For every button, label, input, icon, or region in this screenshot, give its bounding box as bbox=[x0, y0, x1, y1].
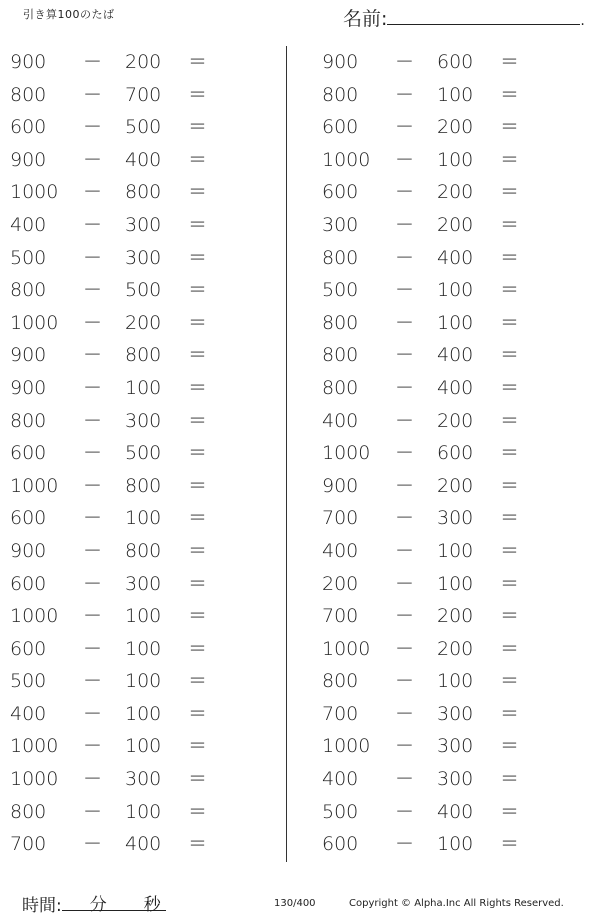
minus-operator: － bbox=[395, 279, 415, 302]
equals-sign: ＝ bbox=[188, 148, 208, 171]
problem-row bbox=[0, 405, 280, 438]
minuend: 700 bbox=[322, 702, 359, 725]
minuend: 1000 bbox=[322, 442, 371, 465]
problem-row bbox=[0, 372, 280, 405]
problem-row bbox=[312, 796, 592, 829]
minus-operator: － bbox=[83, 735, 103, 758]
minuend: 600 bbox=[322, 181, 359, 204]
equals-sign: ＝ bbox=[500, 409, 520, 432]
problem-row bbox=[0, 535, 280, 568]
problem-row bbox=[312, 568, 592, 601]
minus-operator: － bbox=[395, 181, 415, 204]
subtrahend: 200 bbox=[437, 637, 474, 660]
minus-operator: － bbox=[395, 670, 415, 693]
problem-row bbox=[0, 470, 280, 503]
problem-row bbox=[312, 372, 592, 405]
minus-operator: － bbox=[83, 539, 103, 562]
equals-sign: ＝ bbox=[500, 116, 520, 139]
problem-row bbox=[0, 568, 280, 601]
subtrahend: 100 bbox=[125, 670, 162, 693]
minus-operator: － bbox=[83, 83, 103, 106]
subtrahend: 200 bbox=[437, 605, 474, 628]
name-dot: . bbox=[580, 13, 585, 29]
minuend: 600 bbox=[322, 116, 359, 139]
minus-operator: － bbox=[395, 539, 415, 562]
minuend: 900 bbox=[10, 344, 47, 367]
problem-row bbox=[312, 176, 592, 209]
problem-row bbox=[0, 242, 280, 275]
equals-sign: ＝ bbox=[500, 768, 520, 791]
subtrahend: 100 bbox=[125, 637, 162, 660]
subtrahend: 300 bbox=[437, 702, 474, 725]
subtrahend: 200 bbox=[125, 311, 162, 334]
problem-row bbox=[312, 763, 592, 796]
name-field bbox=[343, 4, 585, 31]
minus-operator: － bbox=[83, 442, 103, 465]
subtrahend: 500 bbox=[125, 279, 162, 302]
subtrahend: 100 bbox=[437, 148, 474, 171]
minus-operator: － bbox=[83, 702, 103, 725]
minuend: 200 bbox=[322, 572, 359, 595]
minuend: 700 bbox=[322, 507, 359, 530]
equals-sign: ＝ bbox=[188, 833, 208, 856]
equals-sign: ＝ bbox=[500, 605, 520, 628]
equals-sign: ＝ bbox=[188, 442, 208, 465]
subtrahend: 100 bbox=[437, 572, 474, 595]
equals-sign: ＝ bbox=[500, 279, 520, 302]
minus-operator: － bbox=[395, 572, 415, 595]
page-number: 130/400 bbox=[274, 898, 316, 909]
minus-operator: － bbox=[83, 768, 103, 791]
equals-sign: ＝ bbox=[500, 181, 520, 204]
column-divider bbox=[286, 46, 287, 862]
minuend: 1000 bbox=[10, 474, 59, 497]
subtrahend: 200 bbox=[125, 51, 162, 73]
minus-operator: － bbox=[83, 376, 103, 399]
problem-column-left bbox=[0, 46, 280, 861]
minus-operator: － bbox=[395, 376, 415, 399]
equals-sign: ＝ bbox=[500, 800, 520, 823]
problem-row bbox=[0, 339, 280, 372]
time-blank-line bbox=[62, 890, 166, 915]
minus-operator: － bbox=[395, 246, 415, 269]
minus-operator: － bbox=[395, 442, 415, 465]
problem-row bbox=[312, 405, 592, 438]
equals-sign: ＝ bbox=[500, 507, 520, 530]
minus-operator: － bbox=[395, 213, 415, 236]
problem-row bbox=[0, 633, 280, 666]
problem-row bbox=[312, 437, 592, 470]
equals-sign: ＝ bbox=[188, 474, 208, 497]
minuend: 600 bbox=[10, 116, 47, 139]
minuend: 400 bbox=[322, 539, 359, 562]
minus-operator: － bbox=[83, 51, 103, 73]
minus-operator: － bbox=[83, 148, 103, 171]
subtrahend: 400 bbox=[437, 344, 474, 367]
minus-operator: － bbox=[83, 116, 103, 139]
equals-sign: ＝ bbox=[188, 735, 208, 758]
problem-row bbox=[312, 339, 592, 372]
minuend: 700 bbox=[322, 605, 359, 628]
equals-sign: ＝ bbox=[188, 376, 208, 399]
problem-row bbox=[0, 209, 280, 242]
minuend: 500 bbox=[10, 670, 47, 693]
problem-row bbox=[0, 665, 280, 698]
minuend: 900 bbox=[322, 51, 359, 73]
minuend: 600 bbox=[10, 442, 47, 465]
problem-row bbox=[312, 470, 592, 503]
minus-operator: － bbox=[395, 474, 415, 497]
time-field bbox=[22, 890, 166, 916]
minuend: 1000 bbox=[10, 181, 59, 204]
minus-operator: － bbox=[83, 572, 103, 595]
problem-row bbox=[0, 46, 280, 79]
minus-operator: － bbox=[83, 474, 103, 497]
subtrahend: 200 bbox=[437, 474, 474, 497]
minus-operator: － bbox=[395, 148, 415, 171]
minus-operator: － bbox=[395, 833, 415, 856]
minuend: 400 bbox=[322, 409, 359, 432]
minus-operator: － bbox=[395, 311, 415, 334]
subtrahend: 400 bbox=[125, 833, 162, 856]
problem-row bbox=[312, 730, 592, 763]
subtrahend: 100 bbox=[125, 376, 162, 399]
problem-row bbox=[312, 46, 592, 79]
subtrahend: 800 bbox=[125, 344, 162, 367]
minuend: 1000 bbox=[322, 735, 371, 758]
minuend: 400 bbox=[10, 702, 47, 725]
minuend: 800 bbox=[322, 670, 359, 693]
problem-row bbox=[312, 633, 592, 666]
minuend: 800 bbox=[322, 376, 359, 399]
copyright-notice: Copyright © Alpha.Inc All Rights Reserved. bbox=[349, 898, 564, 909]
time-label: 時間: bbox=[22, 896, 62, 916]
minuend: 1000 bbox=[10, 735, 59, 758]
problem-row bbox=[312, 502, 592, 535]
subtrahend: 600 bbox=[437, 51, 474, 73]
minuend: 600 bbox=[10, 637, 47, 660]
subtrahend: 400 bbox=[437, 376, 474, 399]
minus-operator: － bbox=[83, 637, 103, 660]
minuend: 400 bbox=[10, 213, 47, 236]
minus-operator: － bbox=[395, 605, 415, 628]
minus-operator: － bbox=[83, 507, 103, 530]
minus-operator: － bbox=[395, 83, 415, 106]
minuend: 800 bbox=[322, 246, 359, 269]
subtrahend: 300 bbox=[125, 246, 162, 269]
problem-row bbox=[312, 665, 592, 698]
minuend: 600 bbox=[10, 572, 47, 595]
minuend: 900 bbox=[10, 51, 47, 73]
subtrahend: 200 bbox=[437, 116, 474, 139]
problem-row bbox=[312, 828, 592, 861]
subtrahend: 800 bbox=[125, 539, 162, 562]
subtrahend: 100 bbox=[437, 83, 474, 106]
problem-row bbox=[0, 763, 280, 796]
equals-sign: ＝ bbox=[500, 670, 520, 693]
problem-row bbox=[0, 79, 280, 112]
equals-sign: ＝ bbox=[188, 116, 208, 139]
problem-row bbox=[0, 796, 280, 829]
minuend: 800 bbox=[10, 800, 47, 823]
minus-operator: － bbox=[395, 116, 415, 139]
problem-row bbox=[0, 502, 280, 535]
equals-sign: ＝ bbox=[188, 51, 208, 73]
problem-row bbox=[312, 535, 592, 568]
problem-row bbox=[0, 176, 280, 209]
minuend: 400 bbox=[322, 768, 359, 791]
minutes-label: 分 bbox=[89, 895, 107, 915]
subtrahend: 300 bbox=[125, 768, 162, 791]
subtrahend: 400 bbox=[437, 800, 474, 823]
minus-operator: － bbox=[83, 605, 103, 628]
subtrahend: 100 bbox=[125, 507, 162, 530]
minus-operator: － bbox=[83, 246, 103, 269]
equals-sign: ＝ bbox=[500, 311, 520, 334]
equals-sign: ＝ bbox=[188, 768, 208, 791]
equals-sign: ＝ bbox=[188, 279, 208, 302]
equals-sign: ＝ bbox=[500, 474, 520, 497]
subtrahend: 200 bbox=[437, 181, 474, 204]
equals-sign: ＝ bbox=[188, 181, 208, 204]
seconds-label: 秒 bbox=[143, 895, 161, 915]
minus-operator: － bbox=[83, 181, 103, 204]
equals-sign: ＝ bbox=[188, 702, 208, 725]
equals-sign: ＝ bbox=[188, 246, 208, 269]
worksheet-title: 引き算100のたば bbox=[23, 8, 115, 21]
equals-sign: ＝ bbox=[188, 605, 208, 628]
minus-operator: － bbox=[395, 344, 415, 367]
equals-sign: ＝ bbox=[500, 637, 520, 660]
subtrahend: 400 bbox=[125, 148, 162, 171]
minus-operator: － bbox=[83, 213, 103, 236]
equals-sign: ＝ bbox=[188, 344, 208, 367]
problem-row bbox=[0, 828, 280, 861]
subtrahend: 800 bbox=[125, 181, 162, 204]
minus-operator: － bbox=[83, 800, 103, 823]
problem-row bbox=[312, 111, 592, 144]
minuend: 1000 bbox=[322, 637, 371, 660]
minuend: 800 bbox=[322, 311, 359, 334]
subtrahend: 100 bbox=[437, 311, 474, 334]
problem-row bbox=[0, 307, 280, 340]
equals-sign: ＝ bbox=[500, 539, 520, 562]
minuend: 800 bbox=[322, 83, 359, 106]
equals-sign: ＝ bbox=[500, 213, 520, 236]
problem-row bbox=[312, 274, 592, 307]
minuend: 1000 bbox=[322, 148, 371, 171]
minuend: 800 bbox=[10, 279, 47, 302]
equals-sign: ＝ bbox=[500, 148, 520, 171]
subtrahend: 300 bbox=[437, 507, 474, 530]
minuend: 800 bbox=[10, 409, 47, 432]
subtrahend: 500 bbox=[125, 442, 162, 465]
minuend: 900 bbox=[10, 148, 47, 171]
minus-operator: － bbox=[395, 637, 415, 660]
minus-operator: － bbox=[395, 507, 415, 530]
equals-sign: ＝ bbox=[188, 572, 208, 595]
subtrahend: 300 bbox=[125, 213, 162, 236]
problem-column-right bbox=[312, 46, 592, 861]
equals-sign: ＝ bbox=[188, 83, 208, 106]
minuend: 900 bbox=[10, 539, 47, 562]
problem-row bbox=[0, 698, 280, 731]
subtrahend: 100 bbox=[125, 800, 162, 823]
minuend: 500 bbox=[322, 279, 359, 302]
problem-row bbox=[0, 274, 280, 307]
subtrahend: 100 bbox=[437, 833, 474, 856]
minus-operator: － bbox=[83, 409, 103, 432]
minus-operator: － bbox=[395, 735, 415, 758]
subtrahend: 100 bbox=[437, 539, 474, 562]
minuend: 600 bbox=[10, 507, 47, 530]
subtrahend: 300 bbox=[437, 768, 474, 791]
minuend: 1000 bbox=[10, 311, 59, 334]
name-blank-line bbox=[387, 6, 580, 25]
minus-operator: － bbox=[83, 833, 103, 856]
minus-operator: － bbox=[395, 768, 415, 791]
subtrahend: 100 bbox=[125, 735, 162, 758]
subtrahend: 100 bbox=[437, 279, 474, 302]
problem-row bbox=[312, 209, 592, 242]
subtrahend: 700 bbox=[125, 83, 162, 106]
minuend: 900 bbox=[10, 376, 47, 399]
problem-row bbox=[312, 144, 592, 177]
minuend: 900 bbox=[322, 474, 359, 497]
equals-sign: ＝ bbox=[188, 213, 208, 236]
minuend: 1000 bbox=[10, 605, 59, 628]
problem-row bbox=[312, 79, 592, 112]
equals-sign: ＝ bbox=[500, 572, 520, 595]
subtrahend: 300 bbox=[125, 572, 162, 595]
subtrahend: 800 bbox=[125, 474, 162, 497]
equals-sign: ＝ bbox=[500, 376, 520, 399]
minuend: 700 bbox=[10, 833, 47, 856]
minus-operator: － bbox=[395, 409, 415, 432]
problem-row bbox=[312, 307, 592, 340]
minus-operator: － bbox=[83, 279, 103, 302]
problem-row bbox=[312, 600, 592, 633]
subtrahend: 500 bbox=[125, 116, 162, 139]
subtrahend: 100 bbox=[125, 702, 162, 725]
minus-operator: － bbox=[395, 702, 415, 725]
minus-operator: － bbox=[395, 800, 415, 823]
minuend: 500 bbox=[10, 246, 47, 269]
equals-sign: ＝ bbox=[188, 409, 208, 432]
minuend: 500 bbox=[322, 800, 359, 823]
problem-row bbox=[312, 698, 592, 731]
subtrahend: 300 bbox=[437, 735, 474, 758]
equals-sign: ＝ bbox=[500, 344, 520, 367]
equals-sign: ＝ bbox=[188, 311, 208, 334]
equals-sign: ＝ bbox=[500, 51, 520, 73]
problem-row bbox=[0, 600, 280, 633]
subtrahend: 300 bbox=[125, 409, 162, 432]
subtrahend: 200 bbox=[437, 213, 474, 236]
equals-sign: ＝ bbox=[500, 246, 520, 269]
equals-sign: ＝ bbox=[188, 507, 208, 530]
subtrahend: 100 bbox=[437, 670, 474, 693]
minuend: 300 bbox=[322, 213, 359, 236]
equals-sign: ＝ bbox=[188, 637, 208, 660]
name-label: 名前: bbox=[343, 8, 388, 30]
equals-sign: ＝ bbox=[188, 800, 208, 823]
equals-sign: ＝ bbox=[188, 670, 208, 693]
minuend: 800 bbox=[10, 83, 47, 106]
minus-operator: － bbox=[395, 51, 415, 73]
problem-row bbox=[0, 111, 280, 144]
subtrahend: 200 bbox=[437, 409, 474, 432]
problem-row bbox=[0, 144, 280, 177]
problem-row bbox=[0, 730, 280, 763]
equals-sign: ＝ bbox=[188, 539, 208, 562]
minus-operator: － bbox=[83, 311, 103, 334]
minuend: 1000 bbox=[10, 768, 59, 791]
minus-operator: － bbox=[83, 670, 103, 693]
equals-sign: ＝ bbox=[500, 833, 520, 856]
minuend: 800 bbox=[322, 344, 359, 367]
subtrahend: 100 bbox=[125, 605, 162, 628]
equals-sign: ＝ bbox=[500, 83, 520, 106]
equals-sign: ＝ bbox=[500, 735, 520, 758]
subtrahend: 600 bbox=[437, 442, 474, 465]
minus-operator: － bbox=[83, 344, 103, 367]
problem-row bbox=[0, 437, 280, 470]
problem-row bbox=[312, 242, 592, 275]
subtrahend: 400 bbox=[437, 246, 474, 269]
equals-sign: ＝ bbox=[500, 442, 520, 465]
equals-sign: ＝ bbox=[500, 702, 520, 725]
minuend: 600 bbox=[322, 833, 359, 856]
